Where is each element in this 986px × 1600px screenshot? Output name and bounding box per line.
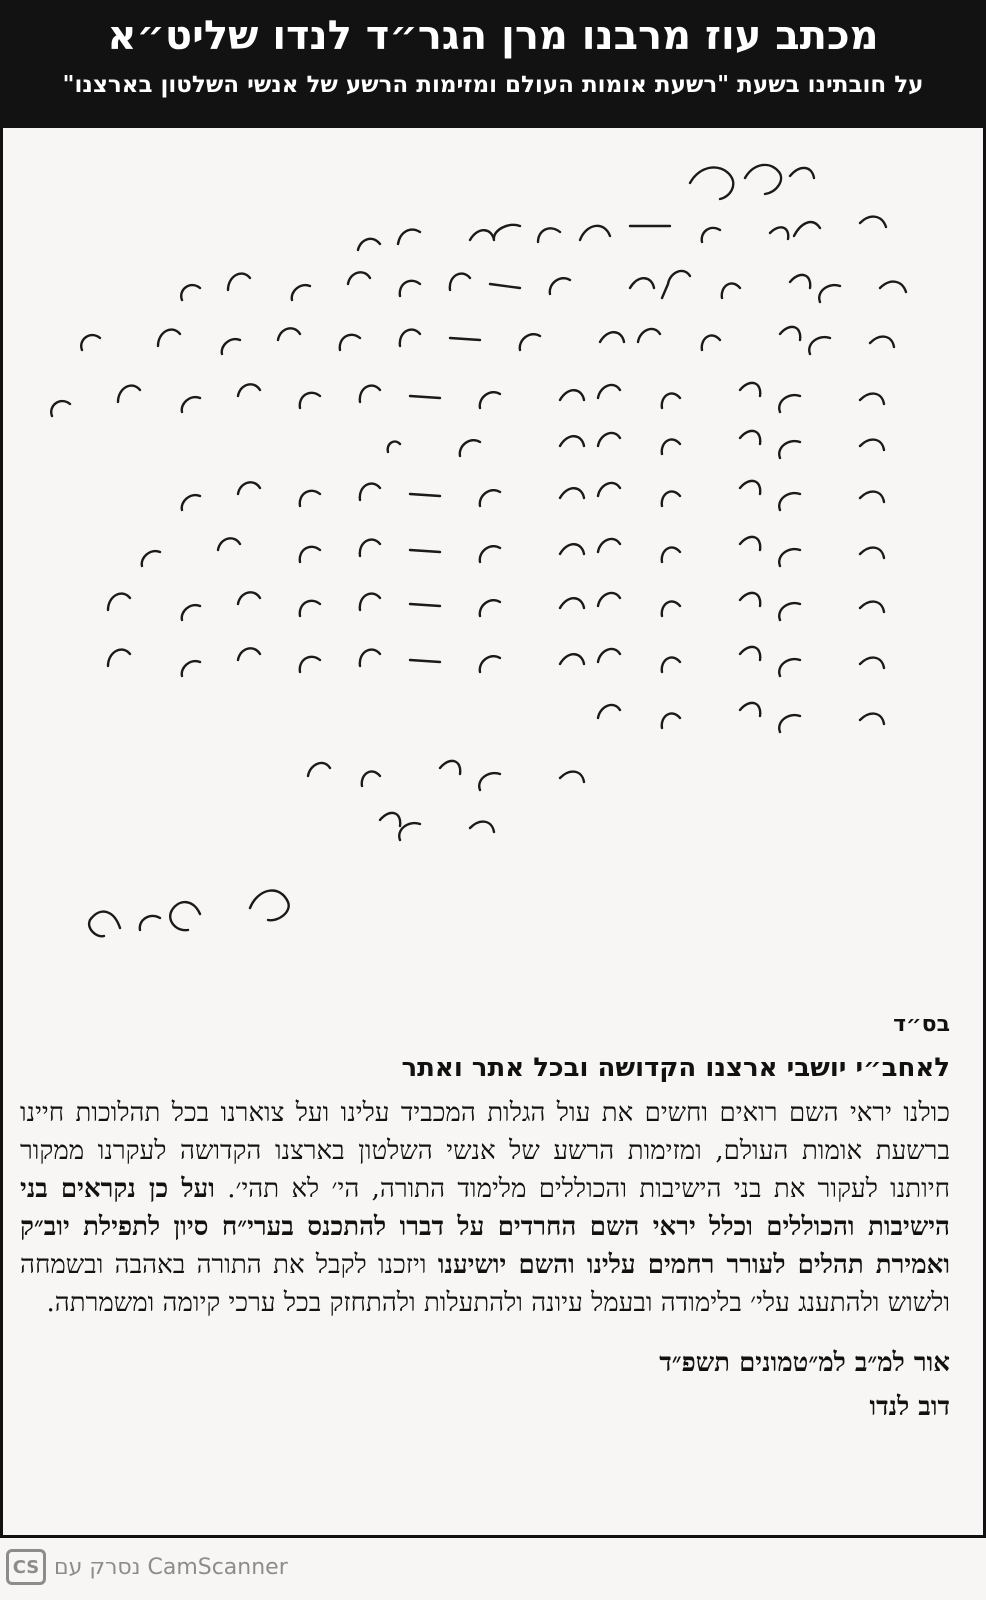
camscanner-logo-icon: CS — [6, 1549, 46, 1585]
header-banner — [0, 0, 986, 128]
handwritten-letter — [0, 128, 986, 988]
body-part-2: ועל כן נקראים בני הישיבות והכוללים וכלל יראי השם החרדים על דברו להתכנס בערי״ח סיון לתפילת יוב״ק ואמירת תהלים לעורר רחמים עלינו והשם יושיענו — [20, 1174, 950, 1280]
camscanner-footer — [6, 1545, 288, 1589]
handwriting-strokes — [0, 128, 986, 988]
camscanner-text: נסרק עם CamScanner — [54, 1554, 288, 1580]
letter-body — [20, 1094, 950, 1322]
letter-date: אור למ״ב למ״טמונים תשפ״ד — [659, 1348, 950, 1378]
header-subtitle: על חובתינו בשעת "רשעת אומות העולם ומזימות הרשע של אנשי השלטון בארצנו" — [62, 72, 924, 98]
body-part-3: ויזכנו לקבל את התורה באהבה ובשמחה ולשוש ולהתענג עלי׳ בלימודה ובעמל עיונה ולהתעלות ולהתחזק בכל ערכי קיומה ומשמרתה. — [20, 1250, 950, 1318]
header-title: מכתב עוז מרבנו מרן הגר״ד לנדו שליט״א — [107, 13, 879, 59]
address-line: לאחב״י יושבי ארצנו הקדושה ובכל אתר ואתר — [401, 1053, 950, 1083]
body-part-1: כולנו יראי השם רואים וחשים את עול הגלות המכביד עלינו ועל צוארנו בכל תהלוכות חיינו ברשעת אומות העולם, ומזימות הרשע של אנשי השלטון בארצנו הקדושה לעקרנו ממקור חיותנו לעקור את בני הישיבות והכוללים מלימוד התורה, הי׳ לא תהי׳. — [20, 1098, 951, 1204]
bsd-heading: בס״ד — [893, 1012, 950, 1037]
signature-name: דוב לנדו — [869, 1392, 950, 1422]
typed-letter — [20, 1010, 950, 1424]
